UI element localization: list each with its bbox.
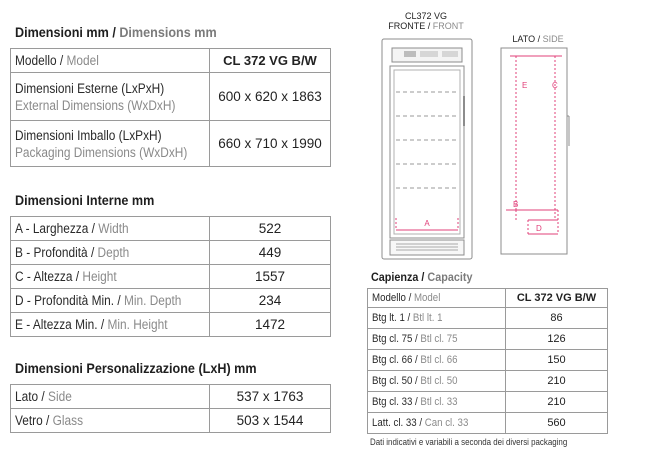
row-label: Latt. cl. 33 / Can cl. 33 xyxy=(368,413,506,434)
capacity-table xyxy=(367,288,608,434)
row-label: Btg cl. 66 / Btl cl. 66 xyxy=(368,350,506,371)
row-label: Btg lt. 1 / Btl lt. 1 xyxy=(368,308,506,329)
internal-title: Dimensioni Interne mm xyxy=(15,192,155,208)
table-row xyxy=(11,265,331,289)
table-row xyxy=(11,49,331,73)
table-row xyxy=(368,413,608,434)
table-row xyxy=(368,371,608,392)
row-label: D - Profondità Min. / Min. Depth xyxy=(11,289,210,313)
table-row xyxy=(368,329,608,350)
row-value: 600 x 620 x 1863 xyxy=(210,73,331,121)
table-row xyxy=(368,308,608,329)
row-value: 210 xyxy=(506,392,608,413)
cabinet-drawings xyxy=(380,36,572,264)
side-view xyxy=(501,48,569,254)
row-value: 537 x 1763 xyxy=(210,385,331,409)
internal-table xyxy=(10,216,331,337)
row-value: 86 xyxy=(506,308,608,329)
model-label: Modello / Model xyxy=(11,49,210,73)
letter-e: E xyxy=(522,81,528,90)
table-row xyxy=(368,289,608,308)
row-label: Btg cl. 33 / Btl cl. 33 xyxy=(368,392,506,413)
row-label: Vetro / Glass xyxy=(11,409,210,433)
letter-b: B xyxy=(513,200,519,209)
table-row xyxy=(11,121,331,167)
row-label: A - Larghezza / Width xyxy=(11,217,210,241)
table-row xyxy=(11,241,331,265)
table-row xyxy=(11,73,331,121)
side-drawing-title: LATO / SIDE xyxy=(512,34,564,44)
row-value: 210 xyxy=(506,371,608,392)
row-label: Btg cl. 75 / Btl cl. 75 xyxy=(368,329,506,350)
custom-table xyxy=(10,384,331,433)
row-label: Dimensioni Esterne (LxPxH) External Dimensions (WxDxH) xyxy=(11,73,210,121)
custom-title: Dimensioni Personalizzazione (LxH) mm xyxy=(15,360,257,376)
row-label: C - Altezza / Height xyxy=(11,265,210,289)
capacity-note: Dati indicativi e variabili a seconda dei diversi packaging xyxy=(370,437,568,447)
row-value: 449 xyxy=(210,241,331,265)
table-row xyxy=(368,392,608,413)
dimensions-table xyxy=(10,48,331,167)
table-row xyxy=(368,350,608,371)
row-value: 1557 xyxy=(210,265,331,289)
table-row xyxy=(11,217,331,241)
model-label: Modello / Model xyxy=(368,289,506,308)
row-label: Btg cl. 50 / Btl cl. 50 xyxy=(368,371,506,392)
model-value: CL 372 VG B/W xyxy=(210,49,331,73)
row-label: B - Profondità / Depth xyxy=(11,241,210,265)
dimensions-title: Dimensioni mm / Dimensions mm xyxy=(15,24,217,40)
row-value: 150 xyxy=(506,350,608,371)
row-value: 503 x 1544 xyxy=(210,409,331,433)
row-value: 560 xyxy=(506,413,608,434)
front-drawing-title: CL372 VG FRONTE / FRONT xyxy=(388,11,464,31)
letter-d: D xyxy=(536,224,542,233)
row-value: 126 xyxy=(506,329,608,350)
table-row xyxy=(11,409,331,433)
row-value: 234 xyxy=(210,289,331,313)
capacity-title: Capienza / Capacity xyxy=(371,270,473,284)
row-value: 660 x 710 x 1990 xyxy=(210,121,331,167)
row-value: 1472 xyxy=(210,313,331,337)
letter-c: C xyxy=(552,81,558,90)
table-row xyxy=(11,289,331,313)
table-row xyxy=(11,313,331,337)
row-label: Lato / Side xyxy=(11,385,210,409)
letter-a: A xyxy=(424,219,430,228)
row-value: 522 xyxy=(210,217,331,241)
model-value: CL 372 VG B/W xyxy=(506,289,608,308)
row-label: Dimensioni Imballo (LxPxH) Packaging Dimensions (WxDxH) xyxy=(11,121,210,167)
row-label: E - Altezza Min. / Min. Height xyxy=(11,313,210,337)
table-row xyxy=(11,385,331,409)
